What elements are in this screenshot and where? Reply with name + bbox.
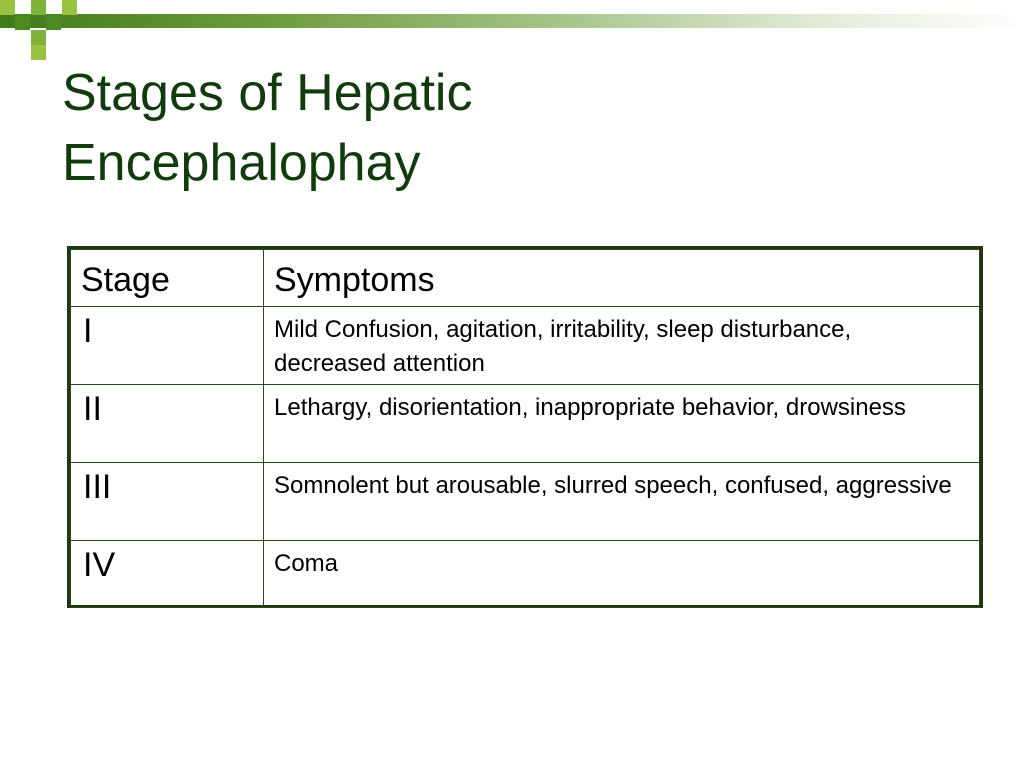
title-line-2: Encephalophay [62,134,421,192]
stage-cell [71,541,264,608]
table-row [71,307,980,385]
symptoms-value: Coma [274,550,339,577]
symptoms-value: Somnolent but arousable, slurred speech, confused, aggressive [274,472,952,499]
top-decorative-bar [0,14,1024,28]
decor-square [46,15,61,30]
stage-value: I [83,312,93,350]
title-line-1: Stages of Hepatic [62,64,473,122]
table-row [71,463,980,541]
stage-value: III [83,468,112,506]
symptoms-cell [264,541,980,608]
stage-value: IV [83,546,116,584]
symptoms-value: Lethargy, disorientation, inappropriate behavior, drowsiness [274,394,906,421]
decor-square [31,0,46,15]
header-stage-label: Stage [81,261,170,299]
decor-square [31,30,46,45]
symptoms-cell [264,307,980,385]
header-cell-stage [71,250,264,307]
decor-square [31,45,46,60]
decor-square [62,0,77,15]
decor-square [15,15,30,30]
stage-cell [71,307,264,385]
header-symptoms-label: Symptoms [274,261,435,299]
symptoms-cell [264,463,980,541]
symptoms-value: Mild Confusion, agitation, irritability, sleep disturbance, decreased attention [274,316,852,377]
decorative-squares [0,0,80,60]
stages-table [67,246,983,608]
stage-cell [71,385,264,463]
decor-square [0,0,15,15]
table-row [71,385,980,463]
header-cell-symptoms [264,250,980,307]
stage-cell [71,463,264,541]
slide-title [62,58,962,198]
table-row [71,541,980,608]
stage-value: II [83,390,102,428]
symptoms-cell [264,385,980,463]
table-header-row [71,250,980,307]
